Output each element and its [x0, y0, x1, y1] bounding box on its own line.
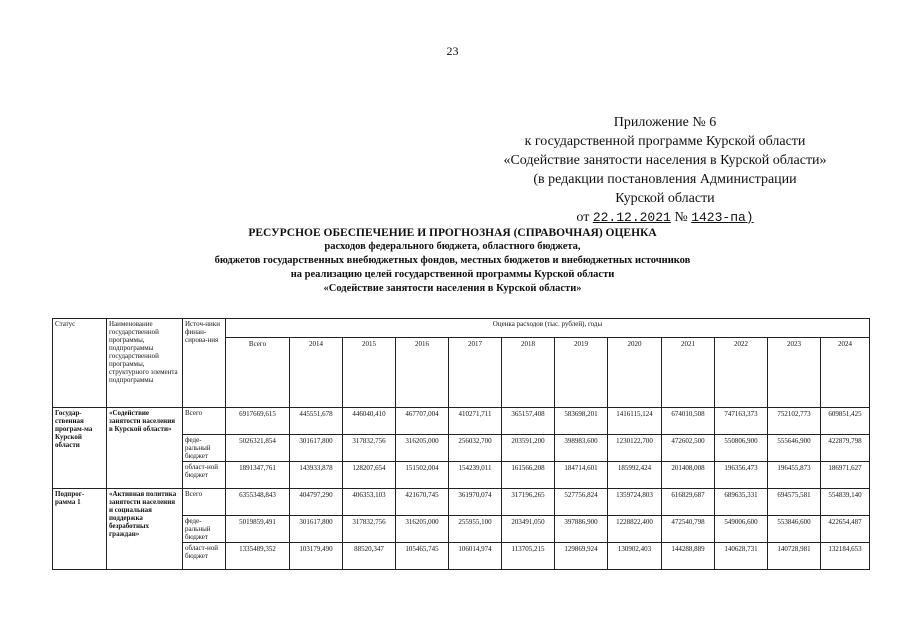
title-line-3: бюджетов государственных внебюджетных фондов, местных бюджетов и внебюджетных источников: [214, 255, 691, 266]
amount-cell: 422879,798: [821, 435, 870, 462]
amount-cell: 140728,981: [768, 543, 821, 570]
amount-cell: 689635,331: [715, 489, 768, 516]
amount-cell: 553846,600: [768, 516, 821, 543]
header-year-column: 2022: [715, 337, 768, 407]
amount-cell: 154239,011: [449, 462, 502, 489]
header-status: Статус: [53, 319, 107, 408]
header-year-column: 2023: [768, 337, 821, 407]
title-line-2: расходов федерального бюджета, областного бюджета,: [324, 241, 581, 252]
amount-cell: 317832,756: [343, 435, 396, 462]
amount-cell: 196356,473: [715, 462, 768, 489]
amount-cell: 467707,004: [396, 408, 449, 435]
amount-cell: 105465,745: [396, 543, 449, 570]
decree-date: 22.12.2021: [592, 210, 671, 225]
decree-number-prefix: №: [674, 210, 688, 225]
amount-cell: 255955,100: [449, 516, 502, 543]
amount-cell: 583698,201: [555, 408, 608, 435]
header-name: Наименование государственной программы, подпрограммы государственной программы, структурного элемента подпрограммы: [107, 319, 183, 408]
amount-cell: 151502,004: [396, 462, 449, 489]
amount-cell: 6917669,615: [226, 408, 290, 435]
decree-date-prefix: от: [576, 210, 590, 225]
amount-cell: 549006,600: [715, 516, 768, 543]
amount-cell: 130902,403: [608, 543, 662, 570]
decree-line: от 22.12.2021 № 1423-па): [576, 210, 754, 225]
amount-cell: 128207,654: [343, 462, 396, 489]
title-line-4: на реализацию целей государственной программы Курской области: [290, 269, 615, 280]
funding-source: Всего: [183, 489, 226, 516]
group-name: «Содействие занятости населения в Курской области»: [107, 408, 183, 489]
amount-cell: 421670,745: [396, 489, 449, 516]
amount-cell: 752102,773: [768, 408, 821, 435]
amount-cell: 317832,756: [343, 516, 396, 543]
header-year-column: 2014: [290, 337, 343, 407]
amount-cell: 555646,900: [768, 435, 821, 462]
amount-cell: 361970,074: [449, 489, 502, 516]
amount-cell: 554839,140: [821, 489, 870, 516]
appendix-line-4: (в редакции постановления Администрации: [533, 172, 797, 187]
group-name: «Активная политика занятости населения и социальная поддержка безработных граждан»: [107, 489, 183, 570]
header-source: Источ-ники финан-сирова-ния: [183, 319, 226, 408]
header-estimate: Оценка расходов (тыс. рублей), годы: [226, 319, 870, 338]
title-line-5: «Содействие занятости населения в Курской области»: [323, 283, 582, 294]
amount-cell: 316205,000: [396, 435, 449, 462]
amount-cell: 404797,290: [290, 489, 343, 516]
amount-cell: 316205,000: [396, 516, 449, 543]
amount-cell: 398983,600: [555, 435, 608, 462]
title-line-1: РЕСУРСНОЕ ОБЕСПЕЧЕНИЕ И ПРОГНОЗНАЯ (СПРАВОЧНАЯ) ОЦЕНКА: [248, 227, 657, 239]
amount-cell: 472540,798: [662, 516, 715, 543]
amount-cell: 1416115,124: [608, 408, 662, 435]
amount-cell: 1335489,352: [226, 543, 290, 570]
group-status: Государ-ственная програм-ма Курской области: [53, 408, 107, 489]
appendix-line-5: Курской области: [615, 191, 715, 206]
amount-cell: 132184,653: [821, 543, 870, 570]
header-year-column: 2024: [821, 337, 870, 407]
document-title: [0, 226, 905, 296]
amount-cell: 1228822,400: [608, 516, 662, 543]
appendix-block: [470, 113, 860, 227]
table-row: [53, 408, 870, 435]
amount-cell: 616829,687: [662, 489, 715, 516]
amount-cell: 422654,487: [821, 516, 870, 543]
resource-table: [52, 318, 870, 570]
amount-cell: 694575,581: [768, 489, 821, 516]
group-status: Подпрог-рамма 1: [53, 489, 107, 570]
amount-cell: 472602,500: [662, 435, 715, 462]
appendix-line-3: «Содействие занятости населения в Курской области»: [503, 153, 827, 168]
amount-cell: 301617,800: [290, 435, 343, 462]
amount-cell: 609851,425: [821, 408, 870, 435]
header-year-column: 2021: [662, 337, 715, 407]
amount-cell: 184714,601: [555, 462, 608, 489]
header-year-column: 2015: [343, 337, 396, 407]
amount-cell: 446040,410: [343, 408, 396, 435]
amount-cell: 527756,824: [555, 489, 608, 516]
amount-cell: 140628,731: [715, 543, 768, 570]
amount-cell: 747163,373: [715, 408, 768, 435]
amount-cell: 161566,208: [502, 462, 555, 489]
header-year-column: 2018: [502, 337, 555, 407]
amount-cell: 113705,215: [502, 543, 555, 570]
amount-cell: 1230122,700: [608, 435, 662, 462]
amount-cell: 301617,800: [290, 516, 343, 543]
amount-cell: 550806,900: [715, 435, 768, 462]
amount-cell: 410271,711: [449, 408, 502, 435]
amount-cell: 103179,490: [290, 543, 343, 570]
funding-source: област-ной бюджет: [183, 462, 226, 489]
amount-cell: 445551,678: [290, 408, 343, 435]
amount-cell: 186971,627: [821, 462, 870, 489]
amount-cell: 185992,424: [608, 462, 662, 489]
header-year-column: 2016: [396, 337, 449, 407]
amount-cell: 196455,873: [768, 462, 821, 489]
header-year-column: Всего: [226, 337, 290, 407]
funding-source: феде-ральный бюджет: [183, 516, 226, 543]
amount-cell: 365157,408: [502, 408, 555, 435]
header-year-column: 2019: [555, 337, 608, 407]
amount-cell: 256032,700: [449, 435, 502, 462]
amount-cell: 203491,050: [502, 516, 555, 543]
amount-cell: 1891347,761: [226, 462, 290, 489]
amount-cell: 143933,878: [290, 462, 343, 489]
header-year-column: 2017: [449, 337, 502, 407]
funding-source: Всего: [183, 408, 226, 435]
amount-cell: 674010,508: [662, 408, 715, 435]
amount-cell: 144288,889: [662, 543, 715, 570]
funding-source: област-ной бюджет: [183, 543, 226, 570]
header-year-column: 2020: [608, 337, 662, 407]
decree-number: 1423-па: [691, 210, 746, 225]
amount-cell: 203591,200: [502, 435, 555, 462]
amount-cell: 6355348,843: [226, 489, 290, 516]
appendix-line-2: к государственной программе Курской области: [524, 134, 806, 149]
amount-cell: 5026321,854: [226, 435, 290, 462]
funding-source: феде-ральный бюджет: [183, 435, 226, 462]
amount-cell: 1359724,803: [608, 489, 662, 516]
amount-cell: 397886,900: [555, 516, 608, 543]
page-number: 23: [446, 44, 459, 58]
amount-cell: 317196,265: [502, 489, 555, 516]
amount-cell: 129869,924: [555, 543, 608, 570]
amount-cell: 5019859,491: [226, 516, 290, 543]
amount-cell: 88520,347: [343, 543, 396, 570]
amount-cell: 406353,103: [343, 489, 396, 516]
amount-cell: 106014,974: [449, 543, 502, 570]
table-row: [53, 489, 870, 516]
amount-cell: 201408,008: [662, 462, 715, 489]
appendix-line-1: Приложение № 6: [613, 115, 717, 130]
